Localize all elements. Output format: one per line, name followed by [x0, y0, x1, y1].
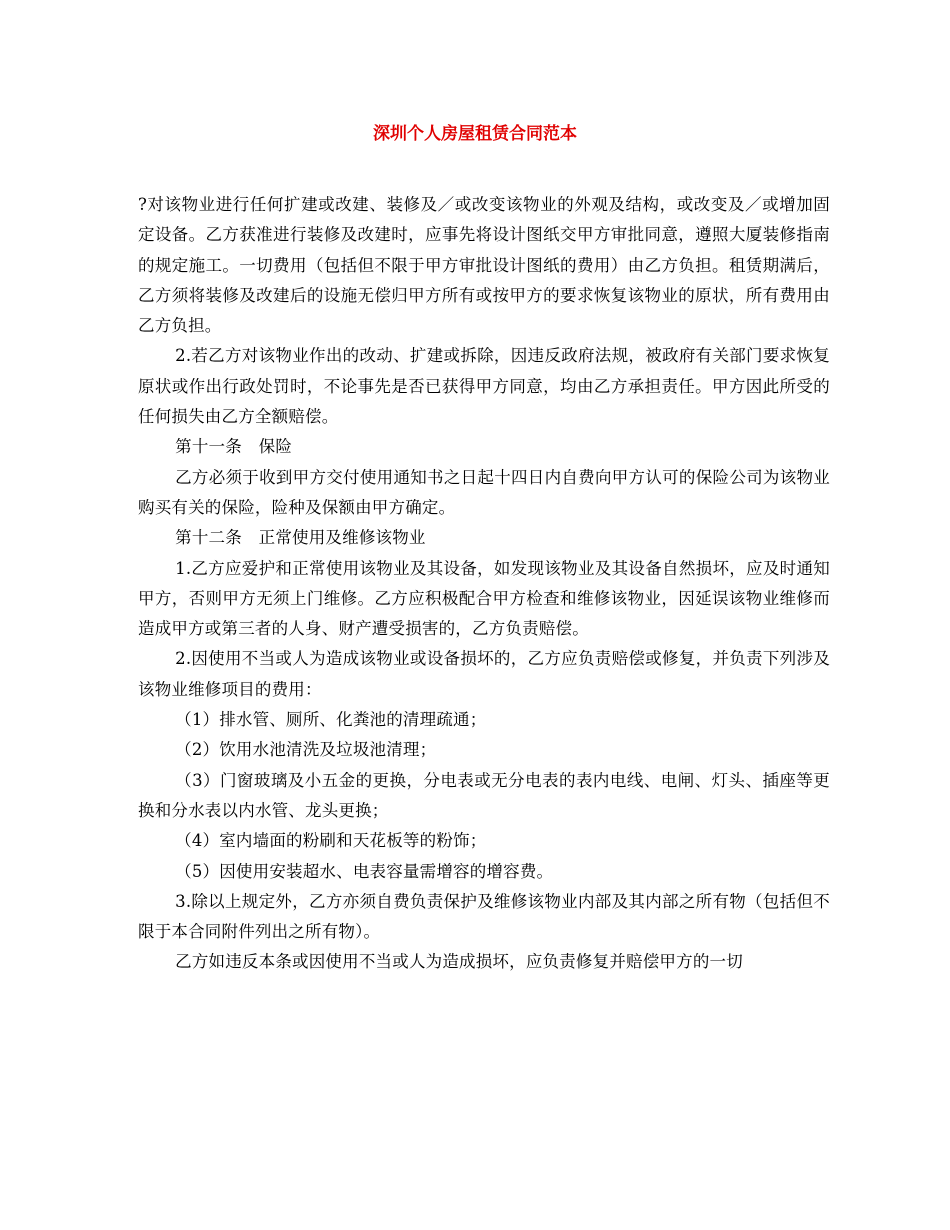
heading-article-12: 第十二条 正常使用及维修该物业 [175, 528, 426, 548]
heading-article-11: 第十一条 保险 [175, 437, 293, 457]
paragraph-renovation-continued: ?对该物业进行任何扩建或改建、装修及／或改变该物业的外观及结构，或改变及／或增加固定设备。乙方获准进行装修及改建时，应事先将设计图纸交甲方审批同意，遵照大厦装修指南的规定施工。一切费用（包括但不限于甲方审批设计图纸的费用）由乙方负担。租赁期满后，乙方须将装修及改建后的设施无偿归甲方所有或按甲方的要求恢复该物业的原状，所有费用由乙方负担。 [138, 195, 830, 336]
list-item-capacity-fee: （5）因使用安装超水、电表容量需增容的增容费。 [175, 861, 554, 881]
paragraph-violation-liability: 乙方如违反本条或因使用不当或人为造成损坏，应负责修复并赔偿甲方的一切 [175, 952, 743, 972]
list-item-water-tank: （2）饮用水池清洗及垃圾池清理； [175, 740, 437, 760]
paragraph-insurance: 乙方必须于收到甲方交付使用通知书之日起十四日内自费向甲方认可的保险公司为该物业购买有关的保险，险种及保额由甲方确定。 [138, 467, 830, 517]
document-body [138, 190, 830, 978]
paragraph-clause-10-2: 2.若乙方对该物业作出的改动、扩建或拆除，因违反政府法规，被政府有关部门要求恢复原状或作出行政处罚时，不论事先是否已获得甲方同意，均由乙方承担责任。甲方因此所受的任何损失由乙方全额赔偿。 [138, 346, 830, 427]
list-item-wall-painting: （4）室内墙面的粉刷和天花板等的粉饰； [175, 831, 487, 851]
paragraph-clause-12-1: 1.乙方应爱护和正常使用该物业及其设备，如发现该物业及其设备自然损坏，应及时通知甲方，否则甲方无须上门维修。乙方应积极配合甲方检查和维修该物业，因延误该物业维修而造成甲方或第三者的人身、财产遭受损害的，乙方负责赔偿。 [138, 558, 830, 639]
document-title: 深圳个人房屋租赁合同范本 [373, 124, 577, 144]
paragraph-clause-12-2: 2.因使用不当或人为造成该物业或设备损坏的，乙方应负责赔偿或修复，并负责下列涉及该物业维修项目的费用： [138, 649, 830, 699]
list-item-drainage: （1）排水管、厕所、化粪池的清理疏通； [175, 710, 487, 730]
paragraph-clause-12-3: 3.除以上规定外，乙方亦须自费负责保护及维修该物业内部及其内部之所有物（包括但不限于本合同附件列出之所有物）。 [138, 891, 830, 942]
list-item-fixtures: （3）门窗玻璃及小五金的更换，分电表或无分电表的表内电线、电闸、灯头、插座等更换和分水表以内水管、龙头更换； [138, 770, 830, 820]
